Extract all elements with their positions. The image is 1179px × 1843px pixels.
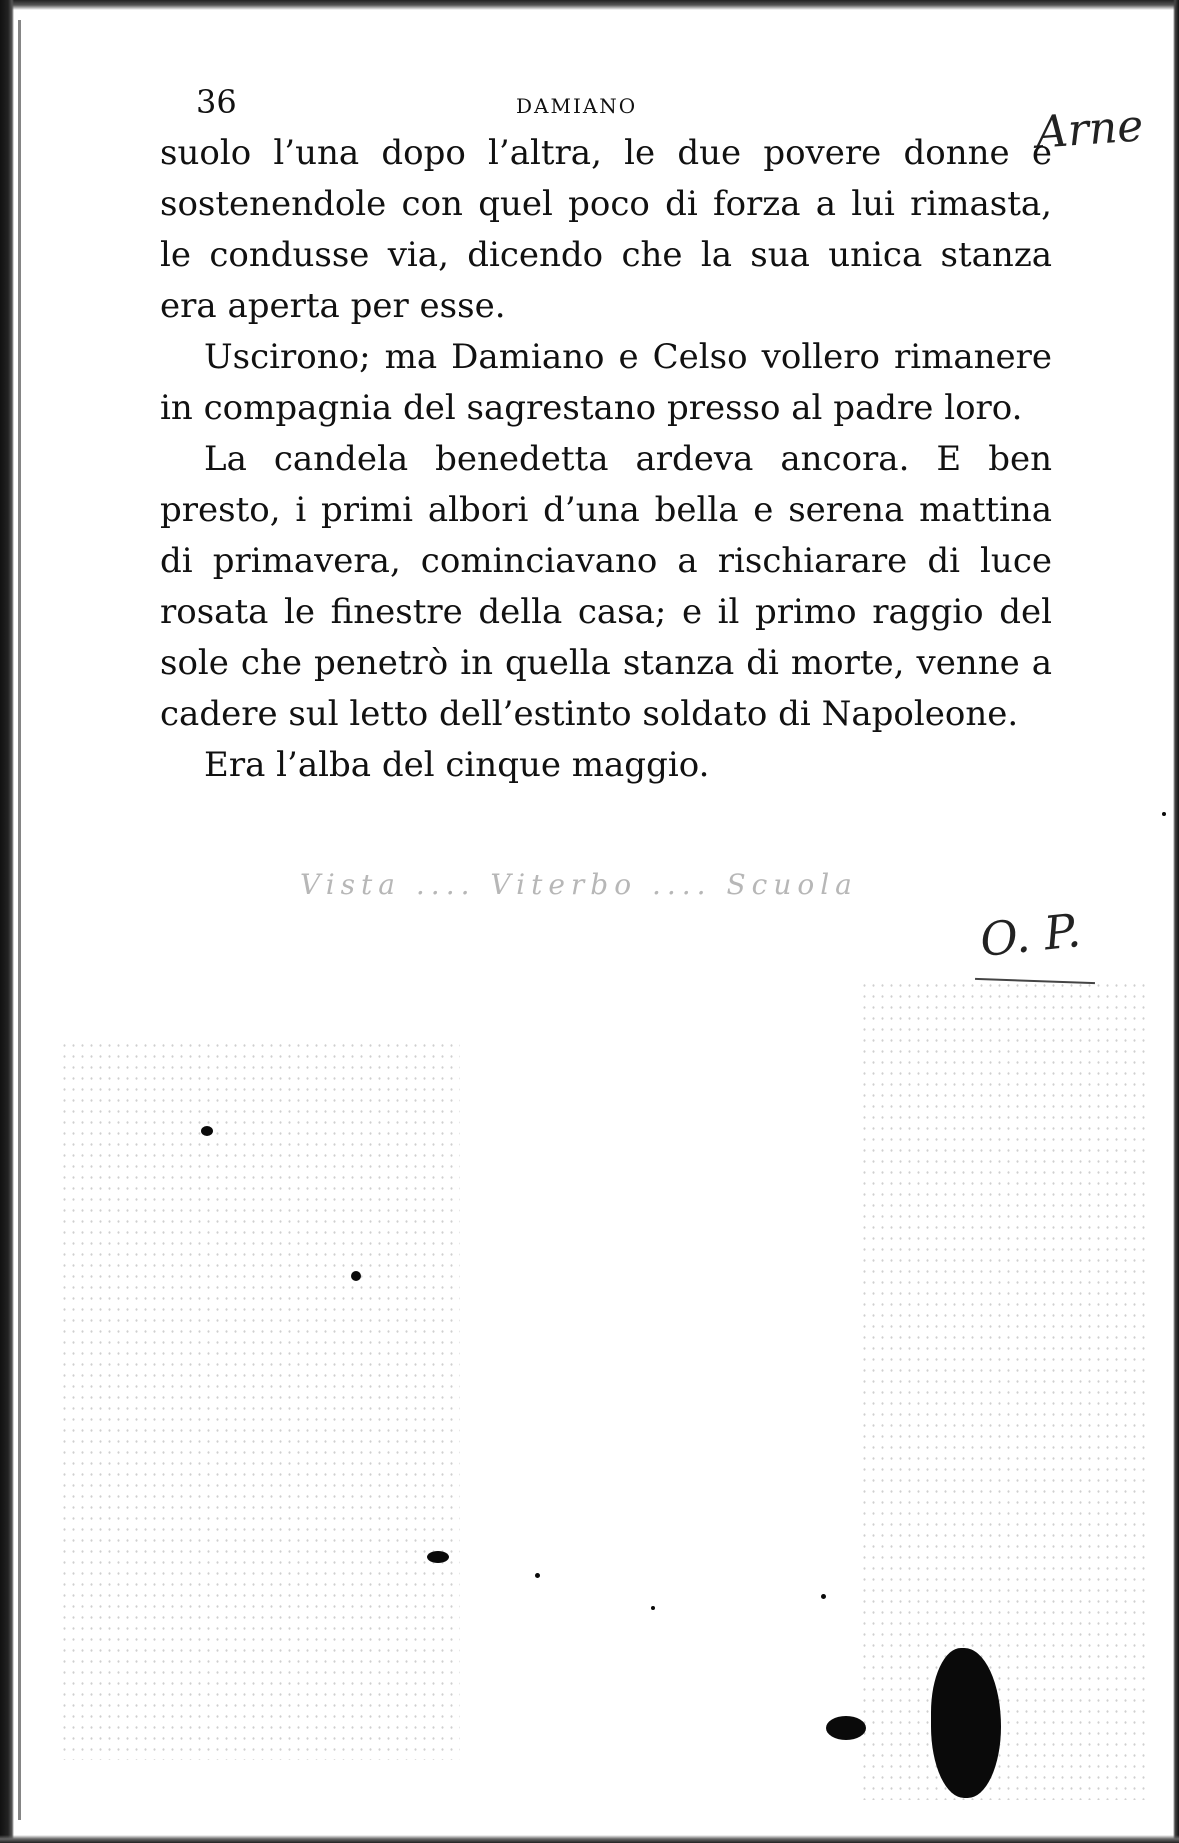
scan-right-edge [1173, 0, 1179, 1843]
ink-blot [201, 1126, 213, 1136]
ink-blot [1162, 812, 1166, 816]
page-header [196, 82, 1145, 159]
ink-blot [826, 1716, 866, 1740]
handwritten-corner-mark: Arne [1034, 100, 1145, 159]
paragraph-continuation: suolo l’una dopo l’altra, le due povere donne e sostenendole con quel poco di forza a lui rimasta, le condusse via, dicendo che la sua unica stanza era aperta per esse. [160, 133, 1052, 326]
page-number: 36 [196, 83, 237, 121]
running-title: DAMIANO [516, 94, 638, 118]
scan-speckles [860, 980, 1150, 1800]
ink-blot [535, 1573, 540, 1578]
body-text [160, 128, 1052, 791]
faded-handwritten-note: Vista .... Viterbo .... Scuola [300, 868, 858, 901]
ink-blot [427, 1551, 449, 1563]
handwritten-initials: O. P. [977, 902, 1084, 968]
ink-blot [351, 1271, 361, 1281]
paragraph: Uscirono; ma Damiano e Celso vollero rimanere in compagnia del sagrestano presso al padre loro. [160, 337, 1052, 428]
scan-top-edge [0, 0, 1179, 10]
scan-bottom-edge [0, 1835, 1179, 1843]
scan-left-edge [0, 0, 14, 1843]
scan-binding-line [18, 20, 21, 1820]
scan-speckles [60, 1040, 460, 1760]
paragraph-closing: Era l’alba del cinque maggio. [204, 745, 710, 785]
paragraph: La candela benedetta ardeva ancora. E ben presto, i primi albori d’una bella e serena mattina di primavera, cominciavano a rischiarare di luce rosata le finestre della casa; e il primo raggio del sole che penetrò in quella stanza di morte, venne a cadere sul letto dell’estinto soldato di Napoleone. [160, 439, 1052, 734]
ink-blot [651, 1606, 655, 1610]
ink-blot [821, 1594, 826, 1599]
